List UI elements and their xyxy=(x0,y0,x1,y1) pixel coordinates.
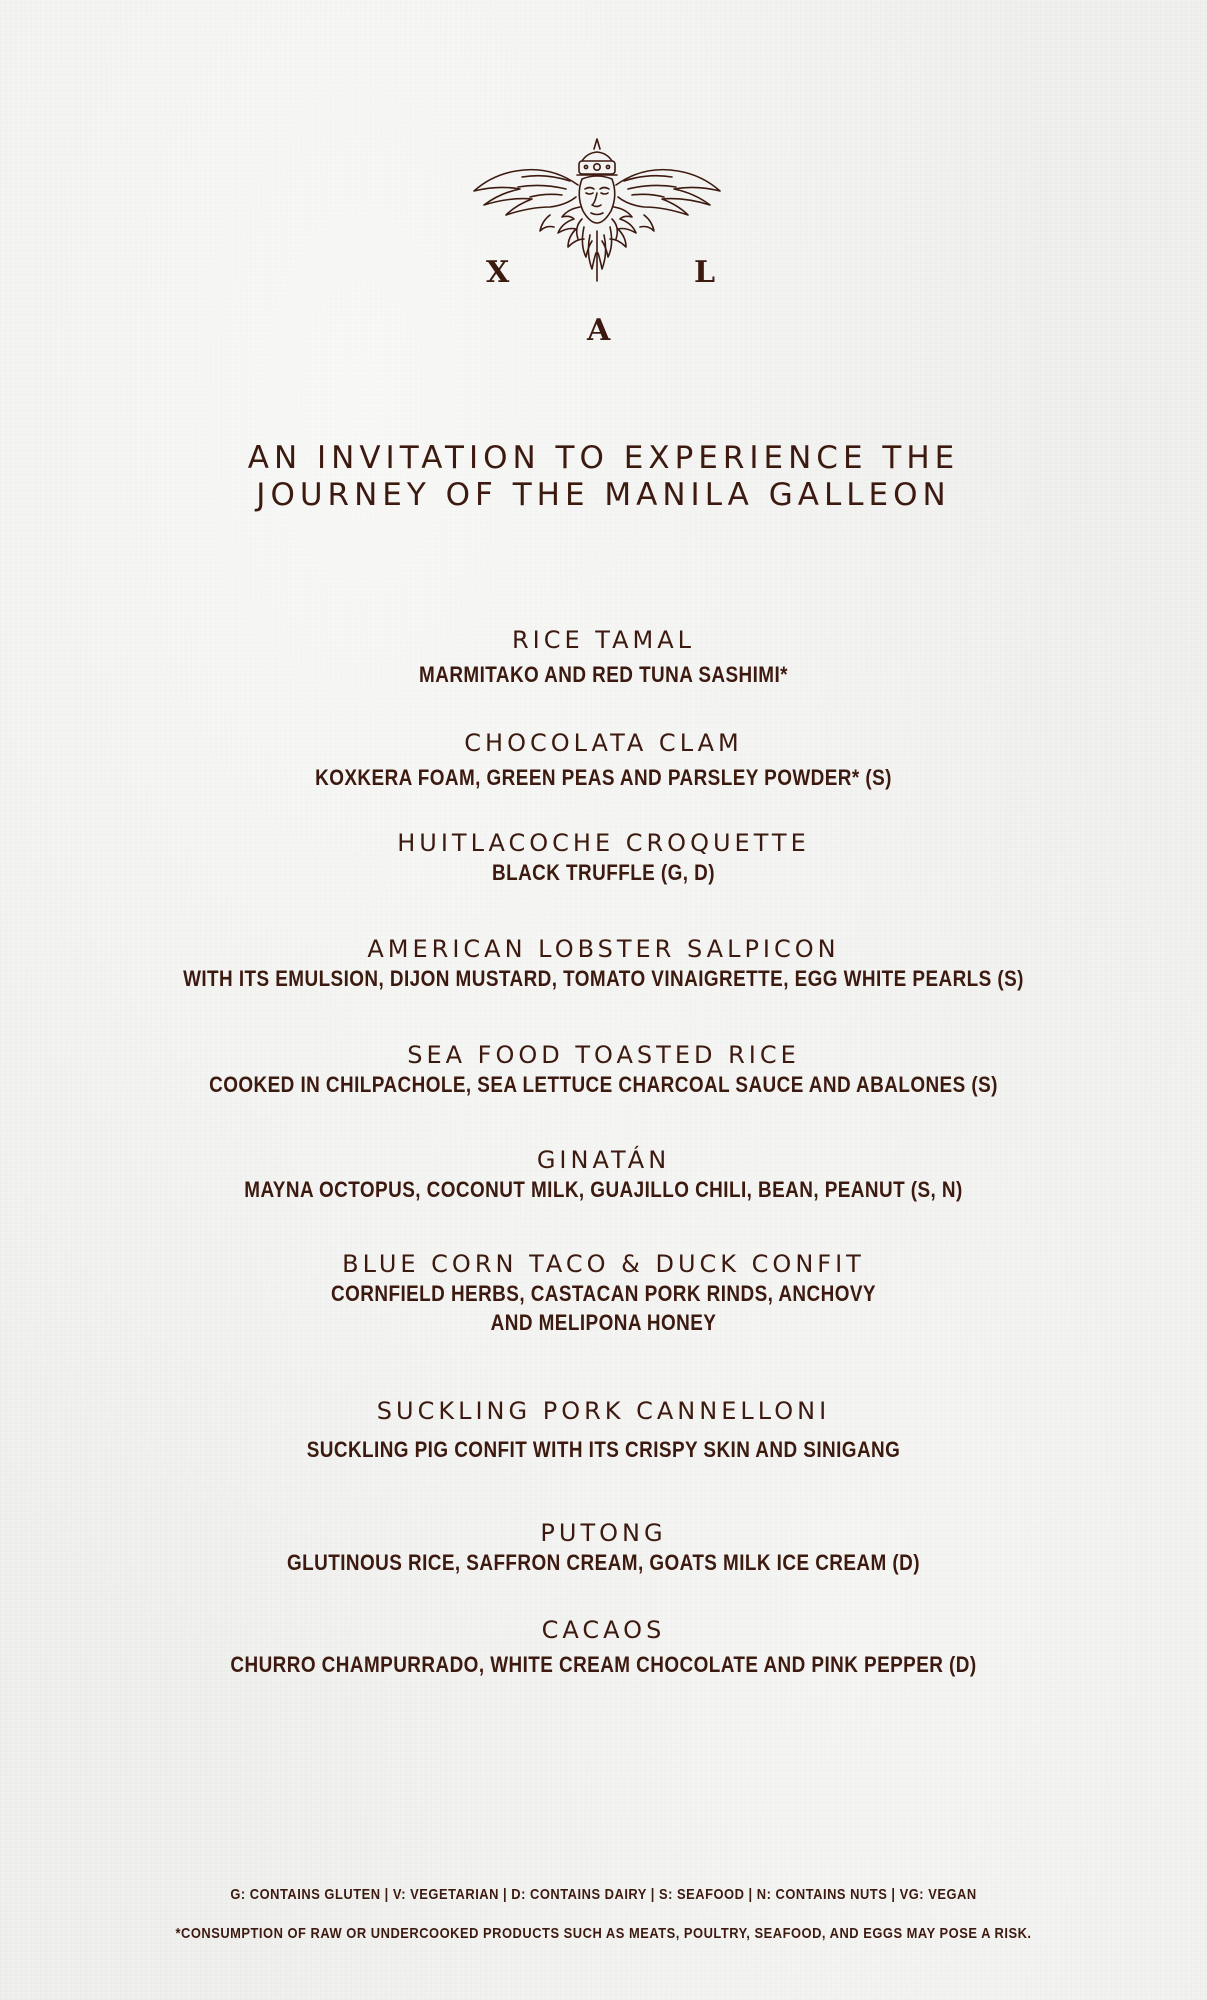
course-item xyxy=(0,728,1207,792)
allergen-legend: G: CONTAINS GLUTEN | V: VEGETARIAN | D: CONTAINS DAIRY | S: SEAFOOD | N: CONTAINS NUTS | VG: VEGAN xyxy=(230,1886,977,1903)
course-description: KOXKERA FOAM, GREEN PEAS AND PARSLEY POWDER* (S) xyxy=(315,765,892,790)
raw-food-disclaimer: *CONSUMPTION OF RAW OR UNDERCOOKED PRODUCTS SUCH AS MEATS, POULTRY, SEAFOOD, AND EGGS MAY POSE A RISK. xyxy=(175,1925,1032,1942)
course-name: HUITLACOCHE CROQUETTE xyxy=(397,829,810,857)
logo-letter-a: A xyxy=(587,313,611,348)
course-name: BLUE CORN TACO & DUCK CONFIT xyxy=(342,1250,865,1278)
course-name: SEA FOOD TOASTED RICE xyxy=(407,1041,800,1069)
headline-line-1: AN INVITATION TO EXPERIENCE THE xyxy=(247,440,960,476)
course-name: RICE TAMAL xyxy=(511,626,695,654)
course-description: COOKED IN CHILPACHOLE, SEA LETTUCE CHARCOAL SAUCE AND ABALONES (S) xyxy=(209,1072,998,1097)
course-description: CORNFIELD HERBS, CASTACAN PORK RINDS, ANCHOVY xyxy=(331,1281,876,1306)
course-description: CHURRO CHAMPURRADO, WHITE CREAM CHOCOLATE AND PINK PEPPER (D) xyxy=(230,1652,977,1677)
headline-line-2: JOURNEY OF THE MANILA GALLEON xyxy=(256,477,951,513)
course-item xyxy=(0,1040,1207,1099)
logo-letter-x: X xyxy=(486,255,510,290)
course-description: AND MELIPONA HONEY xyxy=(490,1310,717,1335)
xla-logo xyxy=(470,135,740,350)
course-description: GLUTINOUS RICE, SAFFRON CREAM, GOATS MILK ICE CREAM (D) xyxy=(287,1550,920,1575)
course-description: MAYNA OCTOPUS, COCONUT MILK, GUAJILLO CHILI, BEAN, PEANUT (S, N) xyxy=(244,1177,963,1202)
course-item xyxy=(0,1145,1207,1204)
course-item xyxy=(0,1615,1207,1679)
course-item xyxy=(0,1518,1207,1577)
course-description: SUCKLING PIG CONFIT WITH ITS CRISPY SKIN AND SINIGANG xyxy=(306,1437,901,1462)
logo-letter-l: L xyxy=(694,255,716,290)
course-description: MARMITAKO AND RED TUNA SASHIMI* xyxy=(419,662,788,687)
course-name: CHOCOLATA CLAM xyxy=(464,729,743,757)
course-name: AMERICAN LOBSTER SALPICON xyxy=(367,935,840,963)
course-description: BLACK TRUFFLE (G, D) xyxy=(491,860,715,885)
course-name: SUCKLING PORK CANNELLONI xyxy=(376,1397,831,1425)
course-item xyxy=(0,1249,1207,1337)
course-item xyxy=(0,934,1207,993)
course-name: GINATÁN xyxy=(536,1146,671,1174)
course-description: WITH ITS EMULSION, DIJON MUSTARD, TOMATO VINAIGRETTE, EGG WHITE PEARLS (S) xyxy=(183,966,1024,991)
course-item xyxy=(0,828,1207,887)
course-item xyxy=(0,625,1207,689)
menu-headline xyxy=(0,440,1207,514)
course-name: CACAOS xyxy=(541,1616,666,1644)
course-item xyxy=(0,1396,1207,1464)
course-name: PUTONG xyxy=(540,1519,667,1547)
